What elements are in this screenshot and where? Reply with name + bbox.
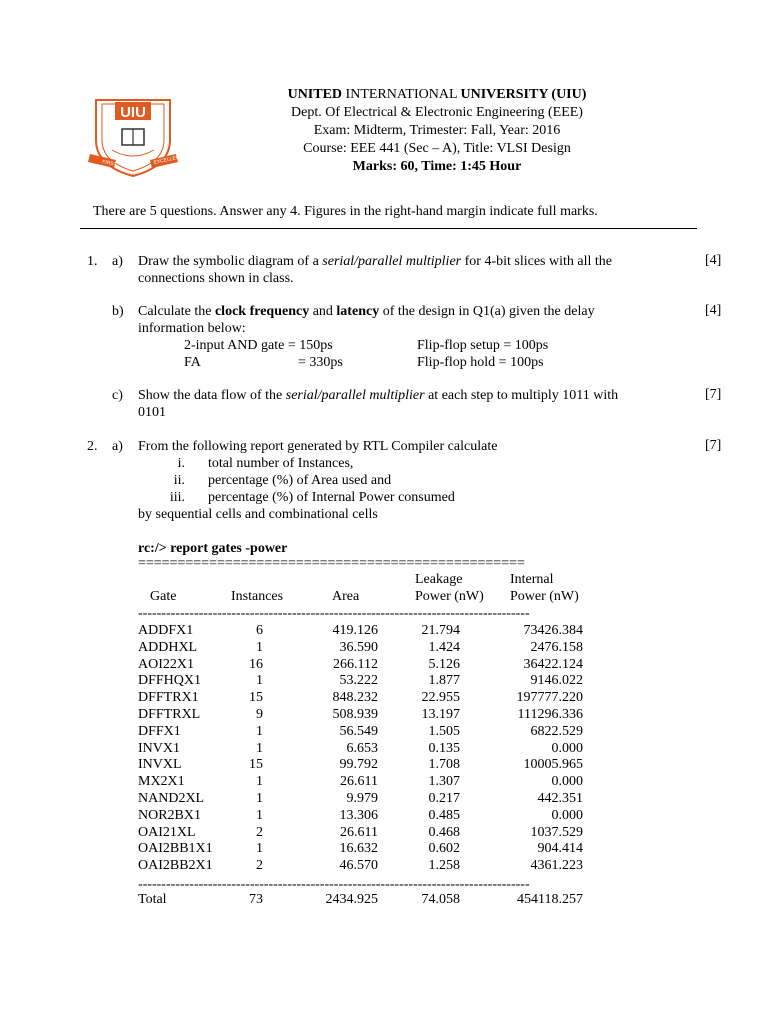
- report-eq-line: =================================================: [138, 556, 525, 571]
- cell-leakage: 21.794: [421, 623, 460, 638]
- cell-leakage: 13.197: [421, 707, 460, 722]
- q2a-item-number: ii.: [173, 473, 185, 488]
- university-logo: [82, 94, 184, 178]
- cell-gate: OAI2BB1X1: [138, 841, 213, 857]
- cell-internal: 197777.220: [516, 690, 583, 706]
- cell-instances: 15: [249, 757, 263, 773]
- cell-instances: 1: [256, 740, 263, 756]
- q2a-text-end: by sequential cells and combinational cells: [138, 507, 378, 522]
- cell-area: 36.590: [339, 639, 378, 655]
- q2a-label: a): [112, 439, 123, 454]
- header-area: Area: [332, 589, 360, 604]
- cell-instances: 1: [256, 841, 263, 857]
- q2a-item-number: i.: [177, 456, 185, 471]
- divider: [80, 228, 697, 229]
- cell-leakage: 1.877: [428, 673, 460, 689]
- cell-leakage: 0.468: [428, 824, 460, 840]
- q1c-marks: [7]: [705, 387, 722, 402]
- cell-internal: 0.000: [551, 740, 583, 756]
- header-internal: Internal: [510, 572, 554, 587]
- cell-area: 508.939: [332, 707, 378, 722]
- q1c-text-2: 0101: [138, 405, 166, 420]
- header-leakage: Leakage: [415, 572, 463, 587]
- cell-leakage: 1.424: [428, 639, 460, 655]
- cell-area: 26.611: [340, 824, 378, 840]
- header-instances: Instances: [231, 589, 284, 604]
- cell-instances: 15: [249, 690, 263, 706]
- cell-instances: 1: [256, 807, 263, 823]
- cell-gate: ADDFX1: [138, 623, 194, 638]
- cell-area: 16.632: [339, 841, 378, 857]
- svg-text:EXCELLENCE: EXCELLENCE: [153, 153, 184, 166]
- report-command: rc:/> report gates -power: [138, 541, 288, 556]
- cell-internal: 0.000: [551, 807, 583, 823]
- cell-gate: OAI21XL: [138, 824, 196, 840]
- cell-leakage: 74.058: [421, 892, 460, 907]
- cell-leakage: 0.485: [428, 807, 460, 823]
- q1b-marks: [4]: [705, 303, 722, 318]
- course-info: Course: EEE 441 (Sec – A), Title: VLSI Design: [303, 141, 571, 156]
- delay-fa-value: = 330ps: [298, 355, 343, 370]
- cell-area: 99.792: [339, 757, 378, 773]
- q1c-label: c): [112, 388, 123, 403]
- cell-gate: DFFHQX1: [138, 673, 202, 689]
- cell-internal: 10005.965: [523, 757, 583, 773]
- delay-fa-label: FA: [184, 355, 201, 370]
- q2a-item-number: iii.: [169, 490, 185, 505]
- svg-text:FIRST: FIRST: [101, 159, 117, 168]
- department: Dept. Of Electrical & Electronic Engineering (EEE): [291, 105, 583, 120]
- cell-area: 9.979: [346, 791, 378, 806]
- delay-ff-setup: Flip-flop setup = 100ps: [417, 338, 549, 353]
- cell-gate: ADDHXL: [138, 639, 198, 655]
- svg-text:UIU: UIU: [120, 104, 146, 121]
- cell-internal: 9146.022: [530, 673, 583, 689]
- cell-instances: 1: [256, 673, 263, 689]
- cell-internal: 442.351: [537, 791, 583, 806]
- cell-area: 2434.925: [325, 892, 378, 907]
- cell-instances: 9: [256, 707, 263, 722]
- header-internal-unit: Power (nW): [510, 589, 579, 604]
- header-gate: Gate: [150, 589, 177, 604]
- cell-gate: DFFTRXL: [138, 707, 201, 722]
- delay-ff-hold: Flip-flop hold = 100ps: [417, 355, 544, 370]
- q2a-item-text: percentage (%) of Internal Power consumed: [208, 490, 455, 505]
- cell-area: 848.232: [332, 690, 378, 706]
- cell-internal: 111296.336: [517, 707, 583, 722]
- q1b-label: b): [112, 304, 124, 319]
- cell-gate: NOR2BX1: [138, 807, 202, 823]
- cell-leakage: 0.135: [428, 740, 460, 756]
- cell-gate: MX2X1: [138, 774, 185, 790]
- q1b-text-2: information below:: [138, 321, 246, 336]
- cell-area: 266.112: [333, 656, 378, 672]
- cell-gate: INVX1: [138, 740, 180, 756]
- cell-leakage: 1.505: [428, 723, 460, 739]
- cell-gate: NAND2XL: [138, 791, 205, 806]
- marks-time: Marks: 60, Time: 1:45 Hour: [352, 159, 522, 174]
- q1a-text: Draw the symbolic diagram of a serial/parallel multiplier for 4-bit slices with all the: [138, 254, 612, 269]
- exam-info: Exam: Midterm, Trimester: Fall, Year: 2016: [313, 123, 561, 138]
- cell-leakage: 0.217: [428, 791, 460, 806]
- cell-internal: 904.414: [537, 841, 583, 857]
- cell-internal: 0.000: [551, 774, 583, 790]
- cell-leakage: 22.955: [421, 690, 460, 706]
- q2a-item-text: percentage (%) of Area used and: [208, 473, 392, 488]
- exam-header: [200, 86, 674, 176]
- cell-area: 13.306: [339, 807, 378, 823]
- cell-gate: DFFTRX1: [138, 690, 199, 706]
- cell-leakage: 1.258: [428, 858, 460, 874]
- q1a-marks: [4]: [705, 253, 722, 268]
- cell-gate: Total: [138, 892, 167, 907]
- svg-text:• • •: • • •: [129, 173, 137, 178]
- cell-instances: 1: [256, 723, 263, 739]
- cell-area: 26.611: [340, 774, 378, 790]
- cell-instances: 2: [256, 858, 263, 874]
- cell-internal: 454118.257: [517, 892, 583, 907]
- cell-instances: 2: [256, 824, 263, 840]
- uiu-crest-icon: [82, 94, 184, 178]
- cell-instances: 6: [256, 623, 263, 638]
- cell-area: 56.549: [339, 723, 378, 739]
- report-dash-line: ------------------------------------------------------------------------------------: [138, 606, 530, 621]
- delay-and-gate: 2-input AND gate = 150ps: [184, 338, 333, 353]
- university-name: UNITED INTERNATIONAL UNIVERSITY (UIU): [287, 87, 587, 102]
- instructions: There are 5 questions. Answer any 4. Figures in the right-hand margin indicate full marks.: [93, 204, 598, 219]
- cell-internal: 73426.384: [523, 623, 583, 638]
- q1a-text-2: connections shown in class.: [138, 271, 294, 286]
- cell-instances: 1: [256, 639, 263, 655]
- cell-internal: 2476.158: [530, 639, 583, 655]
- cell-area: 46.570: [339, 858, 378, 874]
- cell-internal: 36422.124: [523, 656, 583, 672]
- cell-gate: DFFX1: [138, 723, 181, 739]
- cell-instances: 16: [249, 656, 263, 672]
- cell-leakage: 1.708: [428, 757, 460, 773]
- cell-instances: 1: [256, 774, 263, 790]
- cell-gate: OAI2BB2X1: [138, 858, 213, 874]
- cell-area: 6.653: [346, 740, 378, 756]
- cell-instances: 1: [256, 791, 263, 806]
- cell-leakage: 1.307: [428, 774, 460, 790]
- q1-number: 1.: [87, 254, 98, 269]
- header-leakage-unit: Power (nW): [415, 589, 484, 604]
- q2a-item-text: total number of Instances,: [208, 456, 354, 471]
- cell-gate: AOI22X1: [138, 656, 194, 672]
- q1a-label: a): [112, 254, 123, 269]
- cell-instances: 73: [249, 892, 263, 907]
- cell-internal: 1037.529: [530, 824, 583, 840]
- cell-leakage: 0.602: [428, 841, 460, 857]
- cell-internal: 4361.223: [530, 858, 583, 874]
- cell-area: 53.222: [339, 673, 378, 689]
- cell-gate: INVXL: [138, 757, 182, 773]
- q2a-marks: [7]: [705, 438, 722, 453]
- report-dash-line-bottom: ------------------------------------------------------------------------------------: [138, 877, 530, 892]
- cell-internal: 6822.529: [530, 723, 583, 739]
- cell-area: 419.126: [332, 623, 378, 638]
- q2a-text: From the following report generated by RTL Compiler calculate: [138, 439, 498, 454]
- q2-number: 2.: [87, 439, 98, 454]
- q1c-text: Show the data flow of the serial/parallel multiplier at each step to multiply 1011 with: [138, 388, 619, 403]
- q1b-text: Calculate the clock frequency and latency of the design in Q1(a) given the delay: [138, 304, 595, 319]
- cell-leakage: 5.126: [428, 656, 460, 672]
